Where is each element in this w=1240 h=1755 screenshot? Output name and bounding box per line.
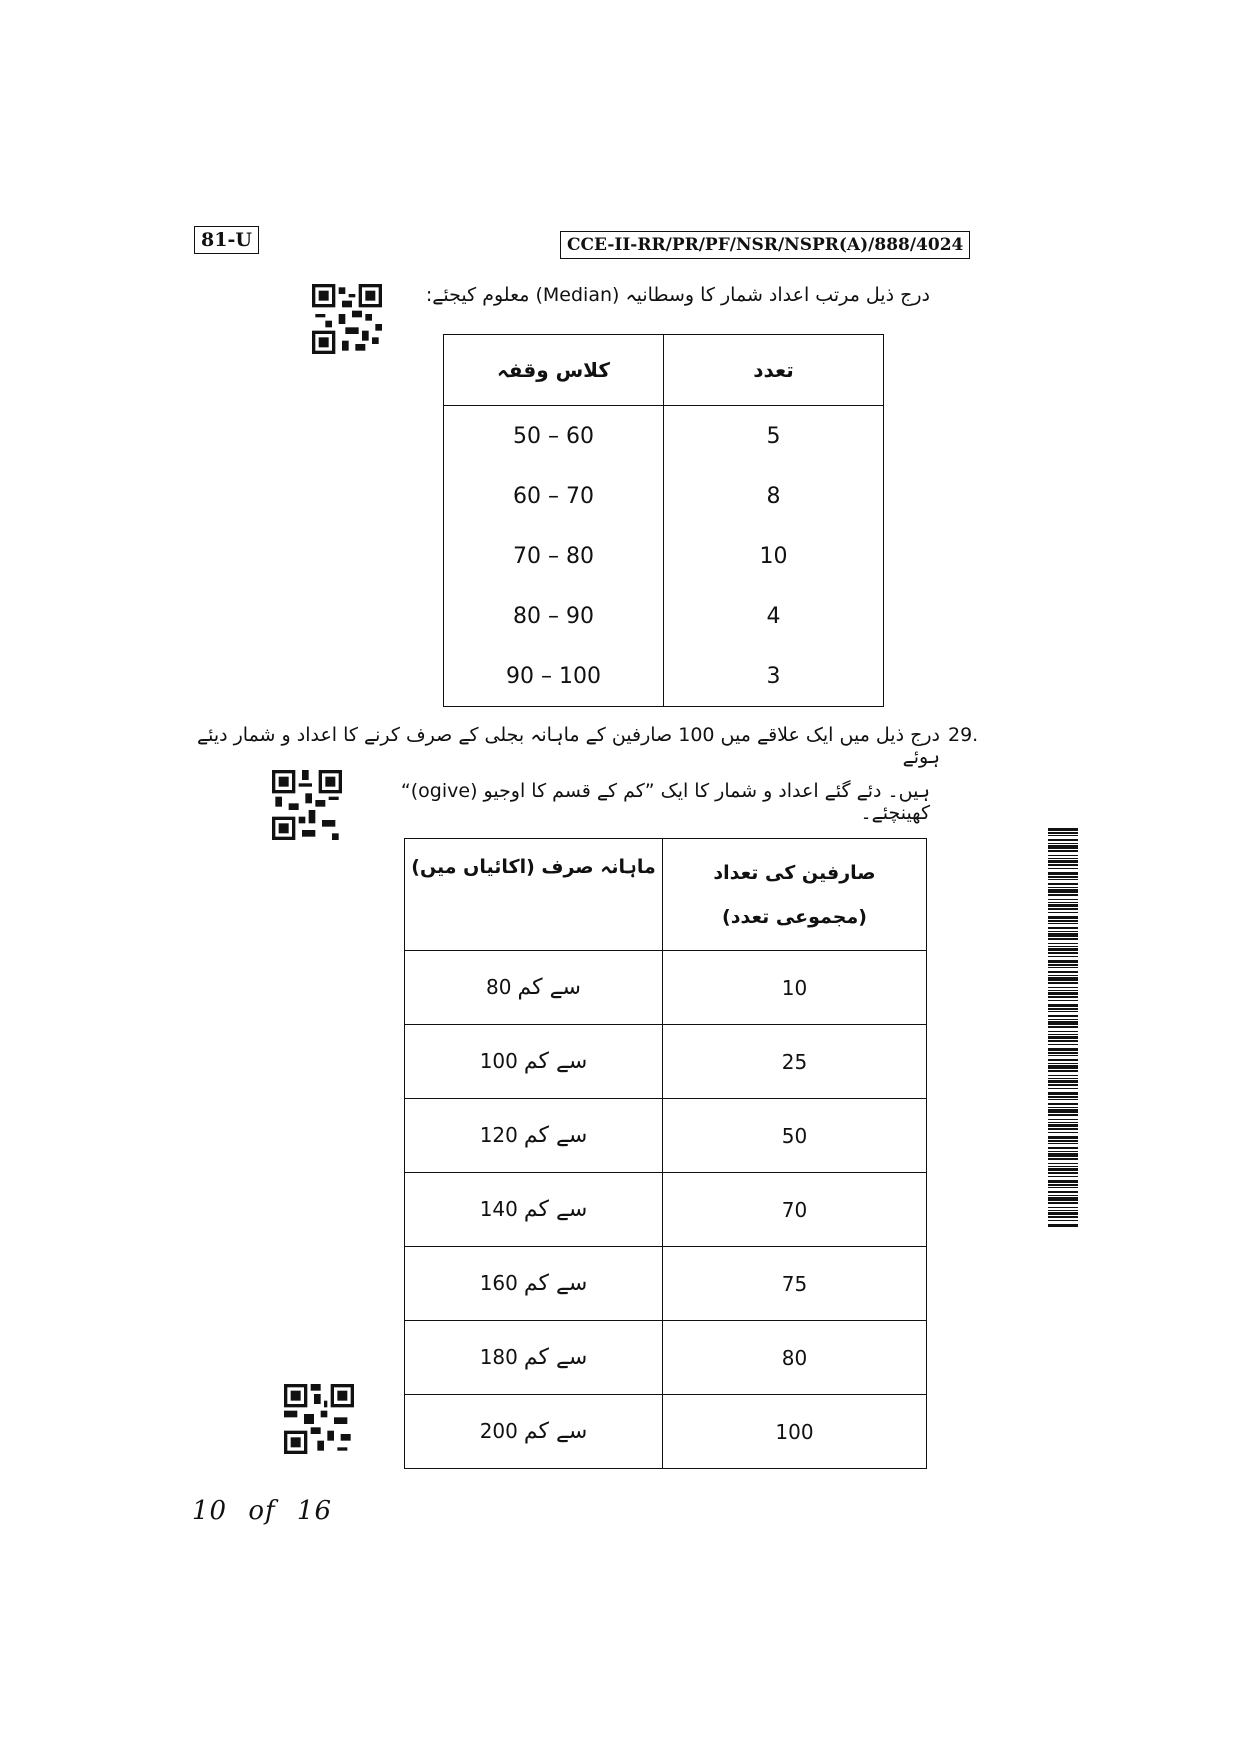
barcode-stripe <box>1048 920 1078 922</box>
barcode-stripe <box>1048 956 1078 957</box>
barcode-stripe <box>1048 1055 1078 1056</box>
barcode-stripe <box>1048 975 1078 976</box>
barcode-stripe <box>1048 927 1078 929</box>
ogive-table <box>404 838 927 1469</box>
barcode-stripe <box>1048 912 1078 913</box>
barcode-stripe <box>1048 990 1078 991</box>
table-row <box>405 1173 927 1247</box>
barcode-stripe <box>1048 1191 1078 1193</box>
barcode-stripe <box>1048 967 1078 968</box>
interval-cell: 70 – 80 <box>444 526 664 586</box>
table-row <box>405 1321 927 1395</box>
barcode-stripe <box>1048 1065 1078 1069</box>
barcode-stripe <box>1048 1132 1078 1133</box>
barcode-stripe <box>1048 1011 1078 1012</box>
barcode-stripe <box>1048 839 1078 841</box>
barcode-stripe <box>1048 902 1078 903</box>
q29-number: 29. <box>948 724 979 746</box>
less-than-label: سے کم <box>523 1049 588 1074</box>
page-total: 16 <box>296 1496 332 1526</box>
barcode-stripe <box>1048 876 1078 878</box>
interval-cell: 50 – 60 <box>444 406 664 467</box>
consumers-cell: 25 <box>663 1025 927 1099</box>
consumption-cell <box>405 951 663 1025</box>
table-row <box>405 951 927 1025</box>
barcode-stripe <box>1048 1136 1078 1139</box>
consumers-cell: 75 <box>663 1247 927 1321</box>
barcode-stripe <box>1048 904 1078 907</box>
barcode-stripe <box>1048 1008 1078 1010</box>
barcode-stripe <box>1048 996 1078 998</box>
barcode-stripe <box>1048 1092 1078 1095</box>
barcode-stripe <box>1048 850 1078 852</box>
barcode-stripe <box>1048 832 1078 834</box>
barcode-stripe <box>1048 860 1078 863</box>
barcode-stripe <box>1048 1034 1078 1035</box>
barcode-stripe <box>1048 1099 1078 1100</box>
qr-code-icon <box>312 284 382 354</box>
barcode-stripe <box>1048 1000 1078 1001</box>
barcode-stripe <box>1048 987 1078 988</box>
less-than-label: سے کم <box>517 975 581 1000</box>
barcode-stripe <box>1048 1052 1078 1054</box>
barcode-stripe <box>1048 1122 1078 1123</box>
paper-code-label: 81-U <box>194 226 259 254</box>
consumption-value: 160 <box>479 1271 518 1295</box>
barcode-stripe <box>1048 1103 1078 1105</box>
barcode-stripe <box>1048 828 1078 831</box>
page-current: 10 <box>192 1496 228 1526</box>
consumption-value: 140 <box>479 1197 518 1221</box>
barcode-stripe <box>1048 1109 1078 1113</box>
barcode-stripe <box>1048 971 1078 973</box>
consumption-value: 200 <box>479 1419 518 1443</box>
qr-code-icon <box>272 770 342 840</box>
barcode-stripe <box>1048 1195 1078 1196</box>
barcode-stripe <box>1048 1216 1078 1218</box>
barcode-stripe <box>1048 948 1078 951</box>
barcode-stripe <box>1048 982 1078 984</box>
barcode-stripe <box>1048 879 1078 880</box>
barcode-stripe <box>1048 1124 1078 1127</box>
barcode-stripe <box>1048 938 1078 940</box>
less-than-label: سے کم <box>523 1345 588 1370</box>
barcode-stripe <box>1048 1084 1078 1086</box>
consumers-cell: 10 <box>663 951 927 1025</box>
q28-prompt: درج ذیل مرتب اعداد شمار کا وسطانیہ (Median) معلوم کیجئے: <box>425 284 930 306</box>
barcode-stripe <box>1048 1128 1078 1130</box>
interval-cell: 60 – 70 <box>444 466 664 526</box>
barcode-stripe <box>1048 1212 1078 1215</box>
barcode-stripe <box>1048 943 1078 944</box>
barcode-stripe <box>1048 1197 1078 1201</box>
barcode-stripe <box>1048 1059 1078 1061</box>
less-than-label: سے کم <box>523 1123 588 1148</box>
barcode-stripe <box>1048 889 1078 893</box>
consumption-cell <box>405 1099 663 1173</box>
barcode-stripe <box>1048 1187 1078 1188</box>
barcode-stripe <box>1048 1096 1078 1098</box>
barcode-stripe <box>1048 1088 1078 1089</box>
barcode-stripe <box>1048 899 1078 900</box>
barcode-stripe <box>1048 845 1078 849</box>
consumption-value: 100 <box>479 1049 518 1073</box>
barcode-stripe <box>1048 1147 1078 1149</box>
barcode-stripe <box>1048 1158 1078 1160</box>
consumption-value: 180 <box>479 1345 518 1369</box>
less-than-label: سے کم <box>523 1419 588 1444</box>
consumption-cell <box>405 1395 663 1469</box>
frequency-cell: 3 <box>664 646 884 707</box>
page-of: of <box>248 1496 276 1526</box>
barcode-stripe <box>1048 946 1078 947</box>
table-row <box>405 1025 927 1099</box>
consumers-cell: 50 <box>663 1099 927 1173</box>
barcode-stripe <box>1048 1026 1078 1028</box>
header-frequency: تعدد <box>664 335 884 406</box>
barcode-stripe <box>1048 1166 1078 1167</box>
barcode-stripe <box>1048 1119 1078 1120</box>
table-row <box>444 406 884 467</box>
barcode-stripe <box>1048 1172 1078 1174</box>
barcode-stripe <box>1048 960 1078 963</box>
barcode-stripe <box>1048 1176 1078 1177</box>
barcode-stripe <box>1048 1153 1078 1157</box>
barcode-stripe <box>1048 1107 1078 1108</box>
table-row <box>444 646 884 707</box>
barcode-stripe <box>1048 1015 1078 1017</box>
frequency-cell: 4 <box>664 586 884 646</box>
barcode-stripe <box>1048 1040 1078 1042</box>
consumption-cell <box>405 1247 663 1321</box>
barcode-icon <box>1048 828 1078 1228</box>
barcode-stripe <box>1048 1151 1078 1152</box>
barcode-stripe <box>1048 1140 1078 1142</box>
barcode-stripe <box>1048 1168 1078 1171</box>
barcode-stripe <box>1048 964 1078 966</box>
consumers-cell: 70 <box>663 1173 927 1247</box>
barcode-stripe <box>1048 858 1078 859</box>
barcode-stripe <box>1048 1207 1078 1208</box>
barcode-stripe <box>1048 933 1078 937</box>
barcode-stripe <box>1048 1220 1078 1221</box>
barcode-stripe <box>1048 1048 1078 1051</box>
barcode-stripe <box>1048 1224 1078 1227</box>
barcode-stripe <box>1048 923 1078 924</box>
interval-cell: 80 – 90 <box>444 586 664 646</box>
barcode-stripe <box>1048 883 1078 885</box>
barcode-stripe <box>1048 1202 1078 1204</box>
barcode-stripe <box>1048 1070 1078 1072</box>
barcode-stripe <box>1048 1114 1078 1116</box>
barcode-stripe <box>1048 1078 1078 1079</box>
interval-cell: 90 – 100 <box>444 646 664 707</box>
barcode-stripe <box>1048 1063 1078 1064</box>
barcode-stripe <box>1048 977 1078 981</box>
table-row <box>405 1395 927 1469</box>
barcode-stripe <box>1048 1163 1078 1164</box>
q29-line-1: درج ذیل میں ایک علاقے میں 100 صارفین کے ماہانہ بجلی کے صرف کرنے کا اعداد و شمار دیئے ہوئے <box>196 724 940 768</box>
barcode-stripe <box>1048 855 1078 856</box>
table-row <box>444 586 884 646</box>
barcode-stripe <box>1048 916 1078 919</box>
barcode-stripe <box>1048 1004 1078 1007</box>
consumers-cell: 100 <box>663 1395 927 1469</box>
barcode-stripe <box>1048 1143 1078 1144</box>
less-than-label: سے کم <box>523 1271 588 1296</box>
barcode-stripe <box>1048 1019 1078 1020</box>
frequency-cell: 5 <box>664 406 884 467</box>
barcode-stripe <box>1048 1021 1078 1025</box>
barcode-stripe <box>1048 887 1078 888</box>
header-consumers-line-1: صارفین کی تعداد <box>713 861 876 884</box>
frequency-cell: 8 <box>664 466 884 526</box>
frequency-cell: 10 <box>664 526 884 586</box>
barcode-stripe <box>1048 1210 1078 1211</box>
header-interval: کلاس وقفہ <box>444 335 664 406</box>
table-row <box>444 526 884 586</box>
consumption-value: 80 <box>486 975 512 999</box>
barcode-stripe <box>1048 931 1078 932</box>
barcode-stripe <box>1048 1080 1078 1083</box>
median-table <box>443 334 884 707</box>
header-consumers <box>663 839 927 951</box>
table-row <box>444 466 884 526</box>
consumption-value: 120 <box>479 1123 518 1147</box>
header-consumers-line-2: (مجموعی تعدد) <box>722 905 867 928</box>
consumption-cell <box>405 1173 663 1247</box>
barcode-stripe <box>1048 1036 1078 1039</box>
consumers-cell: 80 <box>663 1321 927 1395</box>
less-than-label: سے کم <box>523 1197 588 1222</box>
barcode-stripe <box>1048 894 1078 896</box>
barcode-stripe <box>1048 835 1078 836</box>
barcode-stripe <box>1048 864 1078 866</box>
page-number <box>192 1496 332 1526</box>
barcode-stripe <box>1048 868 1078 869</box>
barcode-stripe <box>1048 1184 1078 1186</box>
barcode-stripe <box>1048 843 1078 844</box>
exam-code-label: CCE-II-RR/PR/PF/NSR/NSPR(A)/888/4024 <box>560 231 970 259</box>
barcode-stripe <box>1048 1031 1078 1032</box>
barcode-stripe <box>1048 992 1078 995</box>
consumption-cell <box>405 1321 663 1395</box>
barcode-stripe <box>1048 908 1078 910</box>
barcode-stripe <box>1048 1180 1078 1183</box>
qr-code-icon <box>284 1384 354 1454</box>
barcode-stripe <box>1048 952 1078 954</box>
consumption-cell <box>405 1025 663 1099</box>
table-row <box>405 1099 927 1173</box>
q29-line-2: ہیں۔ دئے گئے اعداد و شمار کا ایک ”کم کے قسم کا اوجیو (ogive)“ کھینچئے۔ <box>400 780 930 824</box>
barcode-stripe <box>1048 1075 1078 1076</box>
barcode-stripe <box>1048 1044 1078 1045</box>
barcode-stripe <box>1048 872 1078 875</box>
table-row <box>405 1247 927 1321</box>
header-consumption: ماہانہ صرف (اکائیاں میں) <box>405 839 663 951</box>
